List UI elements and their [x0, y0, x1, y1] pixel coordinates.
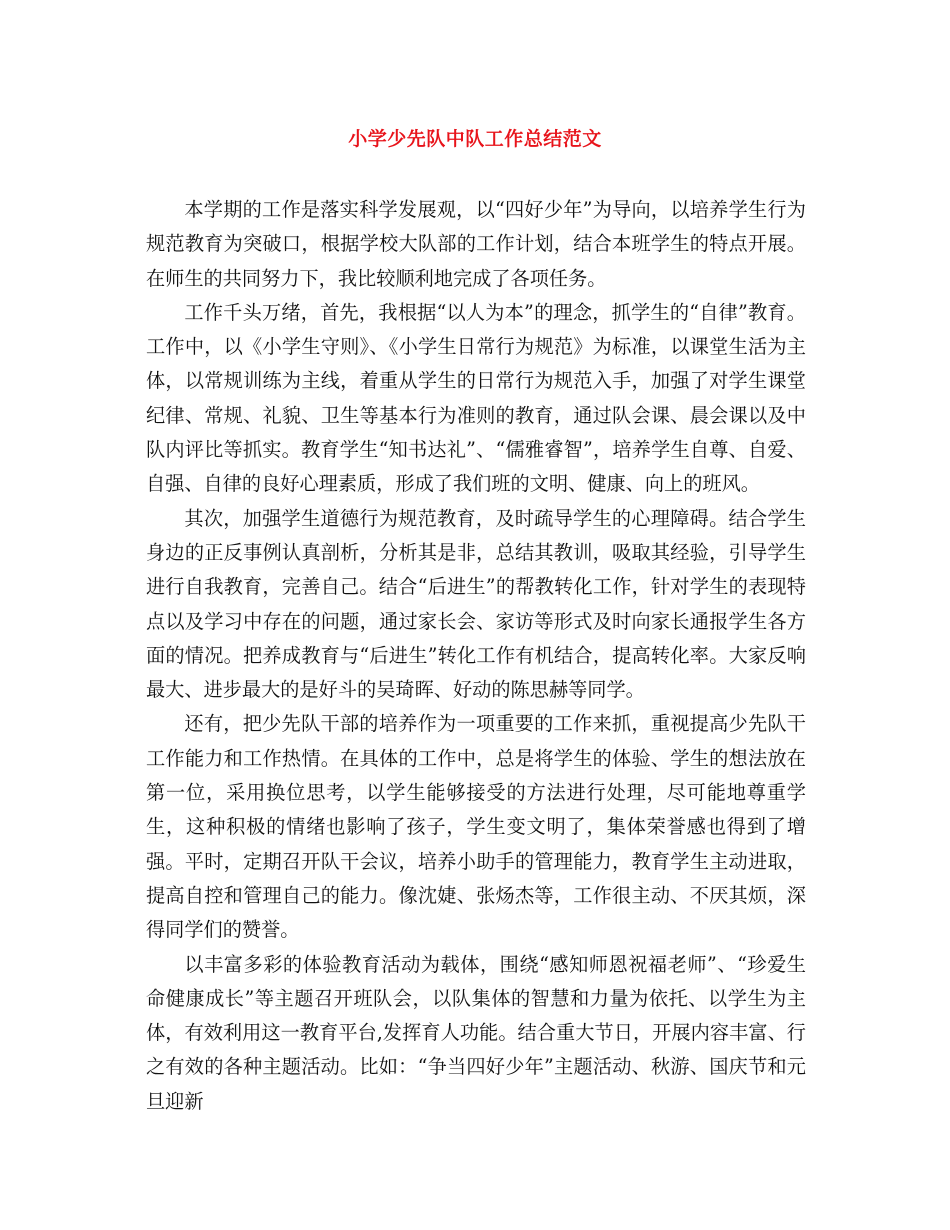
- paragraph-3: 其次，加强学生道德行为规范教育，及时疏导学生的心理障碍。结合学生身边的正反事例认真剖析，分析其是非，总结其教训，吸取其经验，引导学生进行自我教育，完善自己。结合“后进生”的帮教转化工作，针对学生的表现特点以及学习中存在的问题，通过家长会、家访等形式及时向家长通报学生各方面的情况。把养成教育与“后进生”转化工作有机结合，提高转化率。大家反响最大、进步最大的是好斗的吴琦晖、好动的陈思赫等同学。: [146, 506, 806, 702]
- document-body: [146, 193, 806, 1119]
- paragraph-1: 本学期的工作是落实科学发展观，以“四好少年”为导向，以培养学生行为规范教育为突破口，根据学校大队部的工作计划，结合本班学生的特点开展。在师生的共同努力下，我比较顺利地完成了各项任务。: [146, 198, 806, 290]
- paragraph-4: 还有，把少先队干部的培养作为一项重要的工作来抓，重视提高少先队干工作能力和工作热情。在具体的工作中，总是将学生的体验、学生的想法放在第一位，采用换位思考，以学生能够接受的方法进行处理，尽可能地尊重学生，这种积极的情绪也影响了孩子，学生变文明了，集体荣誉感也得到了增强。平时，定期召开队干会议，培养小助手的管理能力，教育学生主动进取，提高自控和管理自己的能力。像沈婕、张炀杰等，工作很主动、不厌其烦，深得同学们的赞誉。: [146, 712, 806, 942]
- document-title: 小学少先队中队工作总结范文: [348, 128, 602, 150]
- paragraph-5: 以丰富多彩的体验教育活动为载体，围绕“感知师恩祝福老师”、“珍爱生命健康成长”等主题召开班队会，以队集体的智慧和力量为依托、以学生为主体，有效利用这一教育平台,发挥育人功能。结合重大节日，开展内容丰富、行之有效的各种主题活动。比如：“争当四好少年”主题活动、秋游、国庆节和元旦迎新: [146, 952, 806, 1113]
- paragraph-2: 工作千头万绪，首先，我根据“以人为本”的理念，抓学生的“自律”教育。工作中，以《小学生守则》、《小学生日常行为规范》为标准，以课堂生活为主体，以常规训练为主线，着重从学生的日常行为规范入手，加强了对学生课堂纪律、常规、礼貌、卫生等基本行为准则的教育，通过队会课、晨会课以及中队内评比等抓实。教育学生“知书达礼”、“儒雅睿智”，培养学生自尊、自爱、自强、自律的良好心理素质，形成了我们班的文明、健康、向上的班风。: [146, 300, 806, 496]
